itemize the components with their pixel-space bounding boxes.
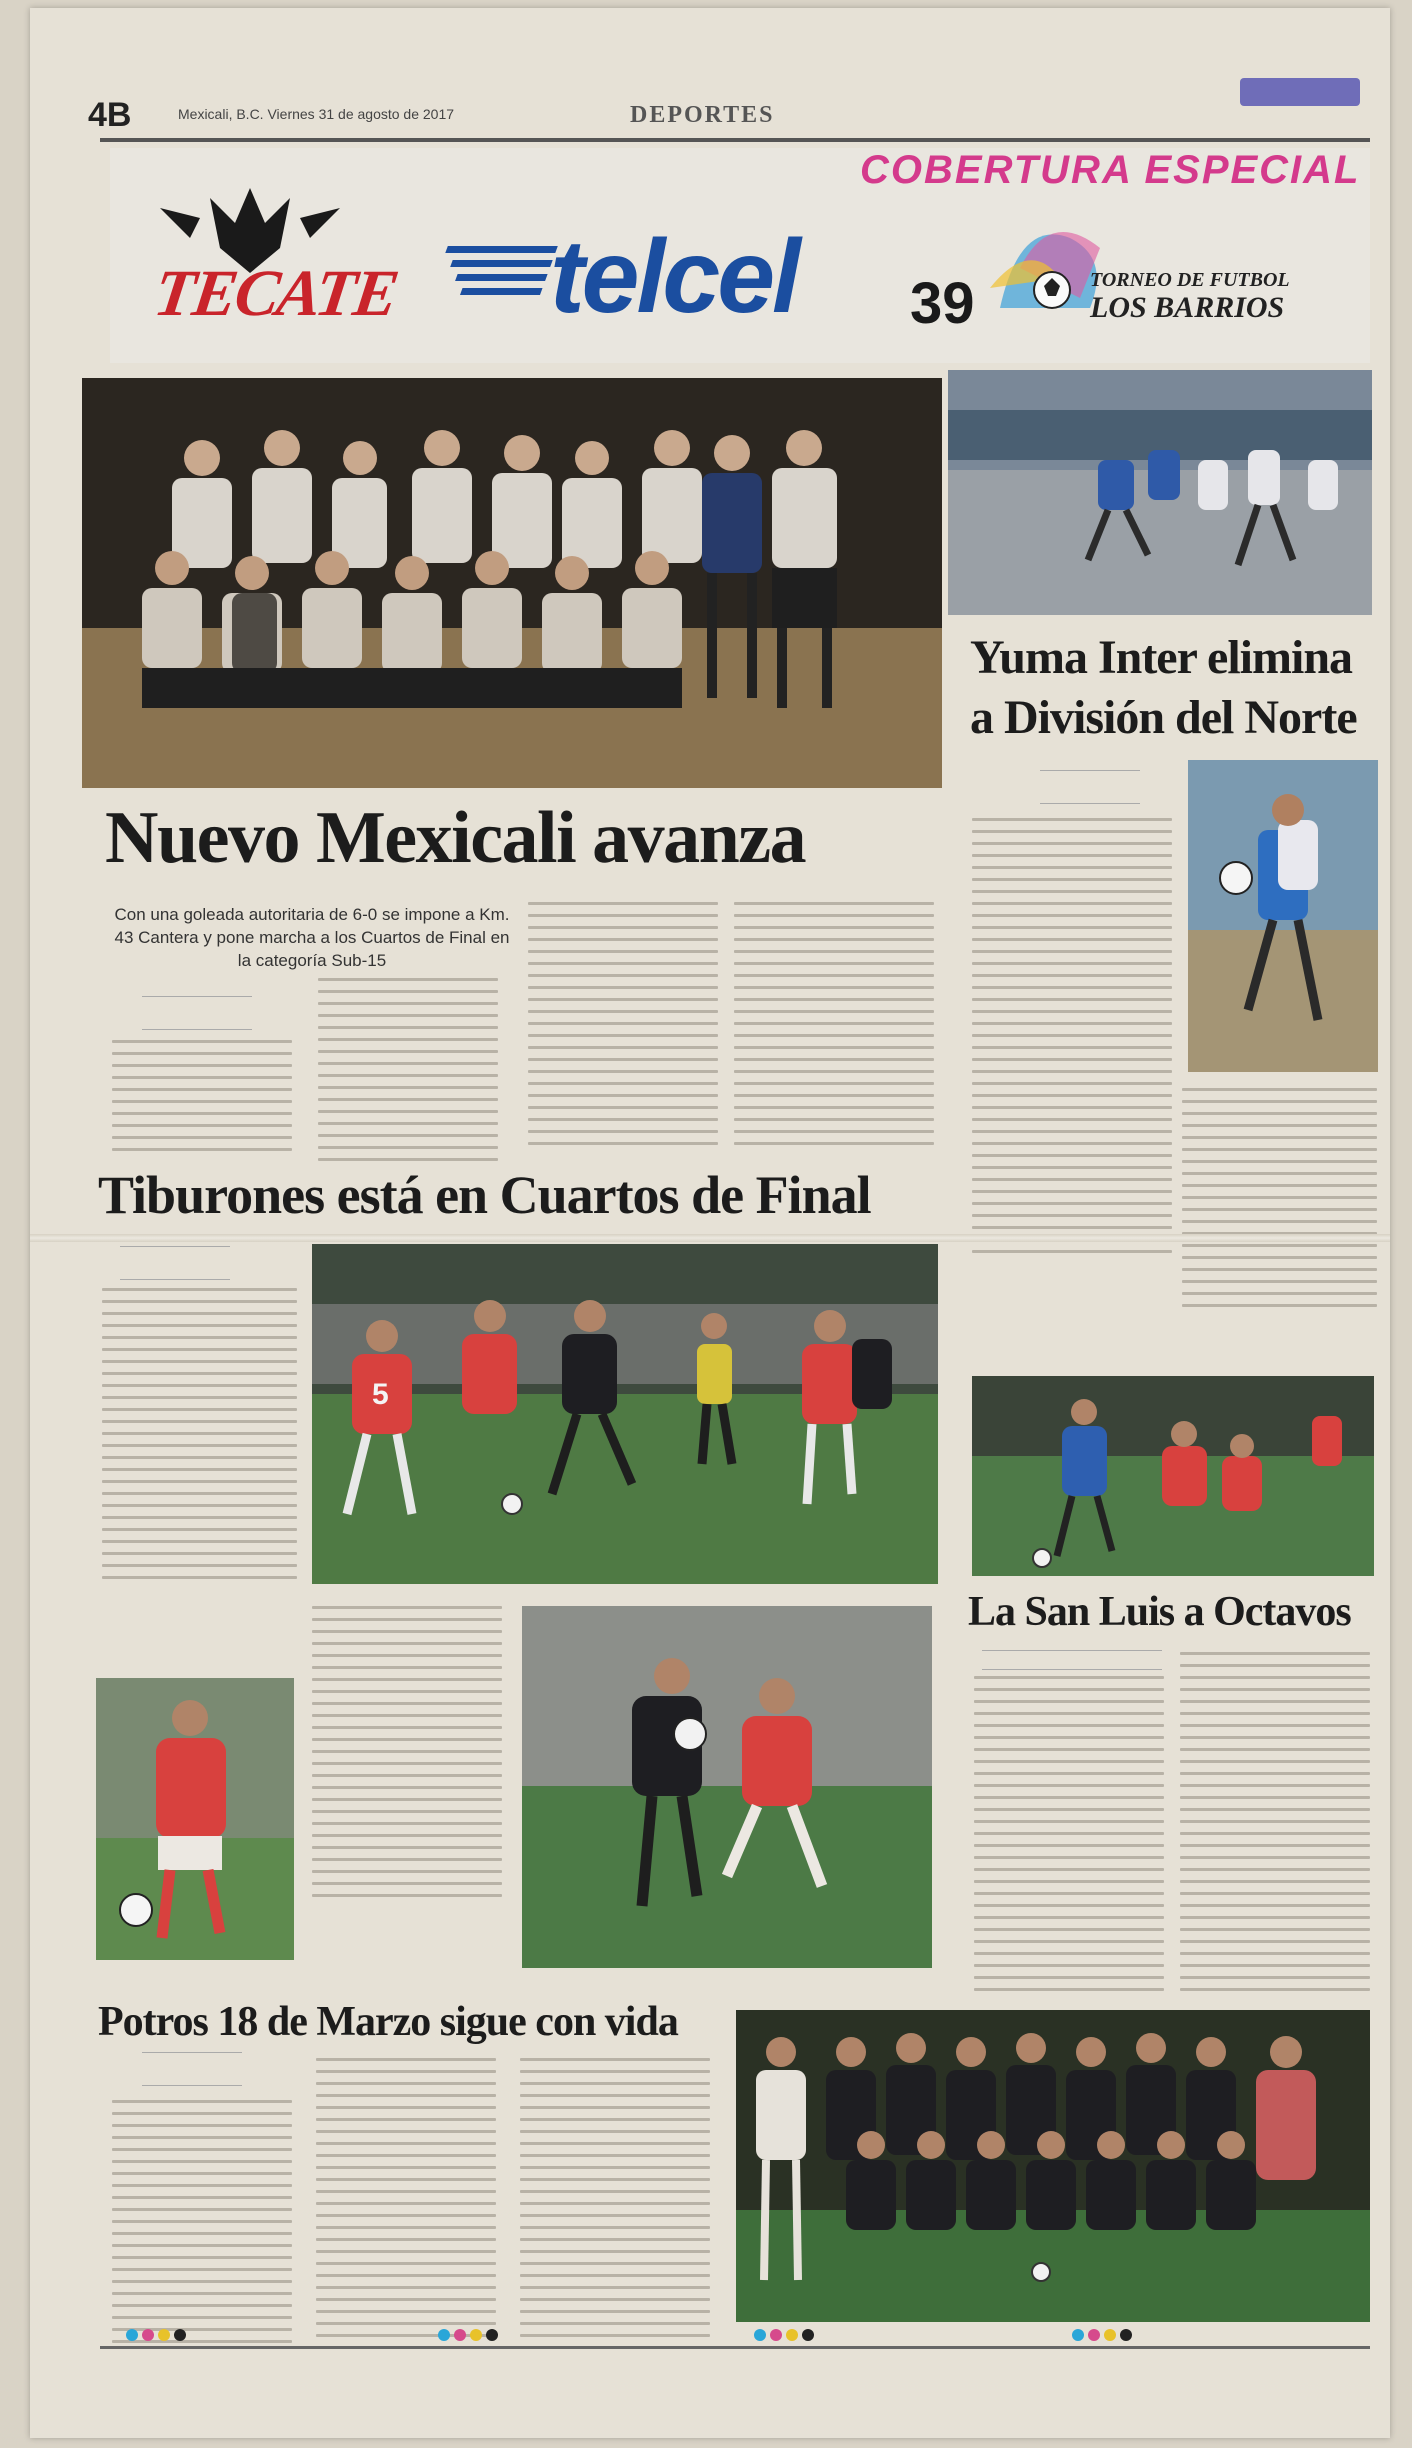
registration-marks: [438, 2328, 502, 2346]
tecate-logo: TECATE: [149, 257, 402, 330]
sanluis-byline: [982, 1650, 1162, 1670]
bottom-rule: [100, 2346, 1370, 2349]
registration-marks: [1072, 2328, 1136, 2346]
team-photo-nuevo-mexicali: [82, 378, 942, 788]
photo-yuma-match: [948, 370, 1372, 615]
tiburones-text-col-1: [102, 1288, 297, 1588]
tiburones-text-col-2: [312, 1606, 502, 1906]
page-number: 4B: [88, 96, 132, 134]
dateline: Mexicali, B.C. Viernes 31 de agosto de 2017: [178, 106, 455, 122]
main-text-col-2: [318, 978, 498, 1170]
photo-tiburones-duel: [522, 1606, 932, 1968]
photo-yuma-player: [1188, 760, 1378, 1072]
yuma-text-col-2: [1182, 1088, 1377, 1316]
sanluis-text-col-2: [1180, 1652, 1370, 2000]
registration-marks: [754, 2328, 818, 2346]
newspaper-page: [30, 8, 1390, 2438]
main-deck: Con una goleada autoritaria de 6-0 se impone a Km. 43 Cantera y pone marcha a los Cuartos de Final en la categoría Sub-15: [114, 905, 510, 970]
potros-text-col-1: [112, 2100, 292, 2352]
potros-byline: [142, 2052, 242, 2086]
main-text-col-1: [112, 1040, 292, 1160]
yuma-text-col-1: [972, 818, 1172, 1262]
main-text-col-4: [734, 902, 934, 1154]
yuma-headline-line1: Yuma Inter elimina: [970, 631, 1353, 684]
top-rule: [100, 138, 1370, 142]
yuma-headline-line2: a División del Norte: [970, 691, 1357, 744]
potros-text-col-3: [520, 2058, 710, 2358]
tournament-number: 39: [910, 271, 975, 336]
publisher-logo: [1240, 78, 1360, 106]
main-headline: Nuevo Mexicali avanza: [105, 797, 806, 879]
sanluis-headline: La San Luis a Octavos: [968, 1589, 1351, 1635]
sanluis-text-col-1: [974, 1676, 1164, 2000]
page-fold: [30, 1234, 1390, 1242]
team-photo-potros: [736, 2010, 1370, 2322]
tournament-name-line2: LOS BARRIOS: [1090, 291, 1285, 324]
section-name: DEPORTES: [630, 102, 775, 128]
tiburones-headline: Tiburones está en Cuartos de Final: [98, 1165, 871, 1225]
potros-headline: Potros 18 de Marzo sigue con vida: [98, 1999, 678, 2045]
yuma-byline: [1040, 770, 1140, 804]
soccer-ball-icon: [502, 1494, 522, 1514]
tournament-name: [1090, 266, 1290, 322]
main-text-col-3: [528, 902, 718, 1154]
tiburones-byline: [120, 1246, 230, 1280]
potros-text-col-2: [316, 2058, 496, 2358]
photo-tiburones-match: [312, 1244, 938, 1584]
coverage-label: COBERTURA ESPECIAL: [860, 148, 1361, 192]
photo-sanluis-match: [972, 1376, 1374, 1576]
main-byline: [142, 996, 252, 1030]
photo-tiburones-player: [96, 1678, 294, 1960]
svg-text:5: 5: [372, 1378, 389, 1411]
tournament-name-line1: TORNEO DE FUTBOL: [1090, 269, 1290, 291]
telcel-logo: telcel: [550, 219, 798, 335]
registration-marks: [126, 2328, 190, 2346]
